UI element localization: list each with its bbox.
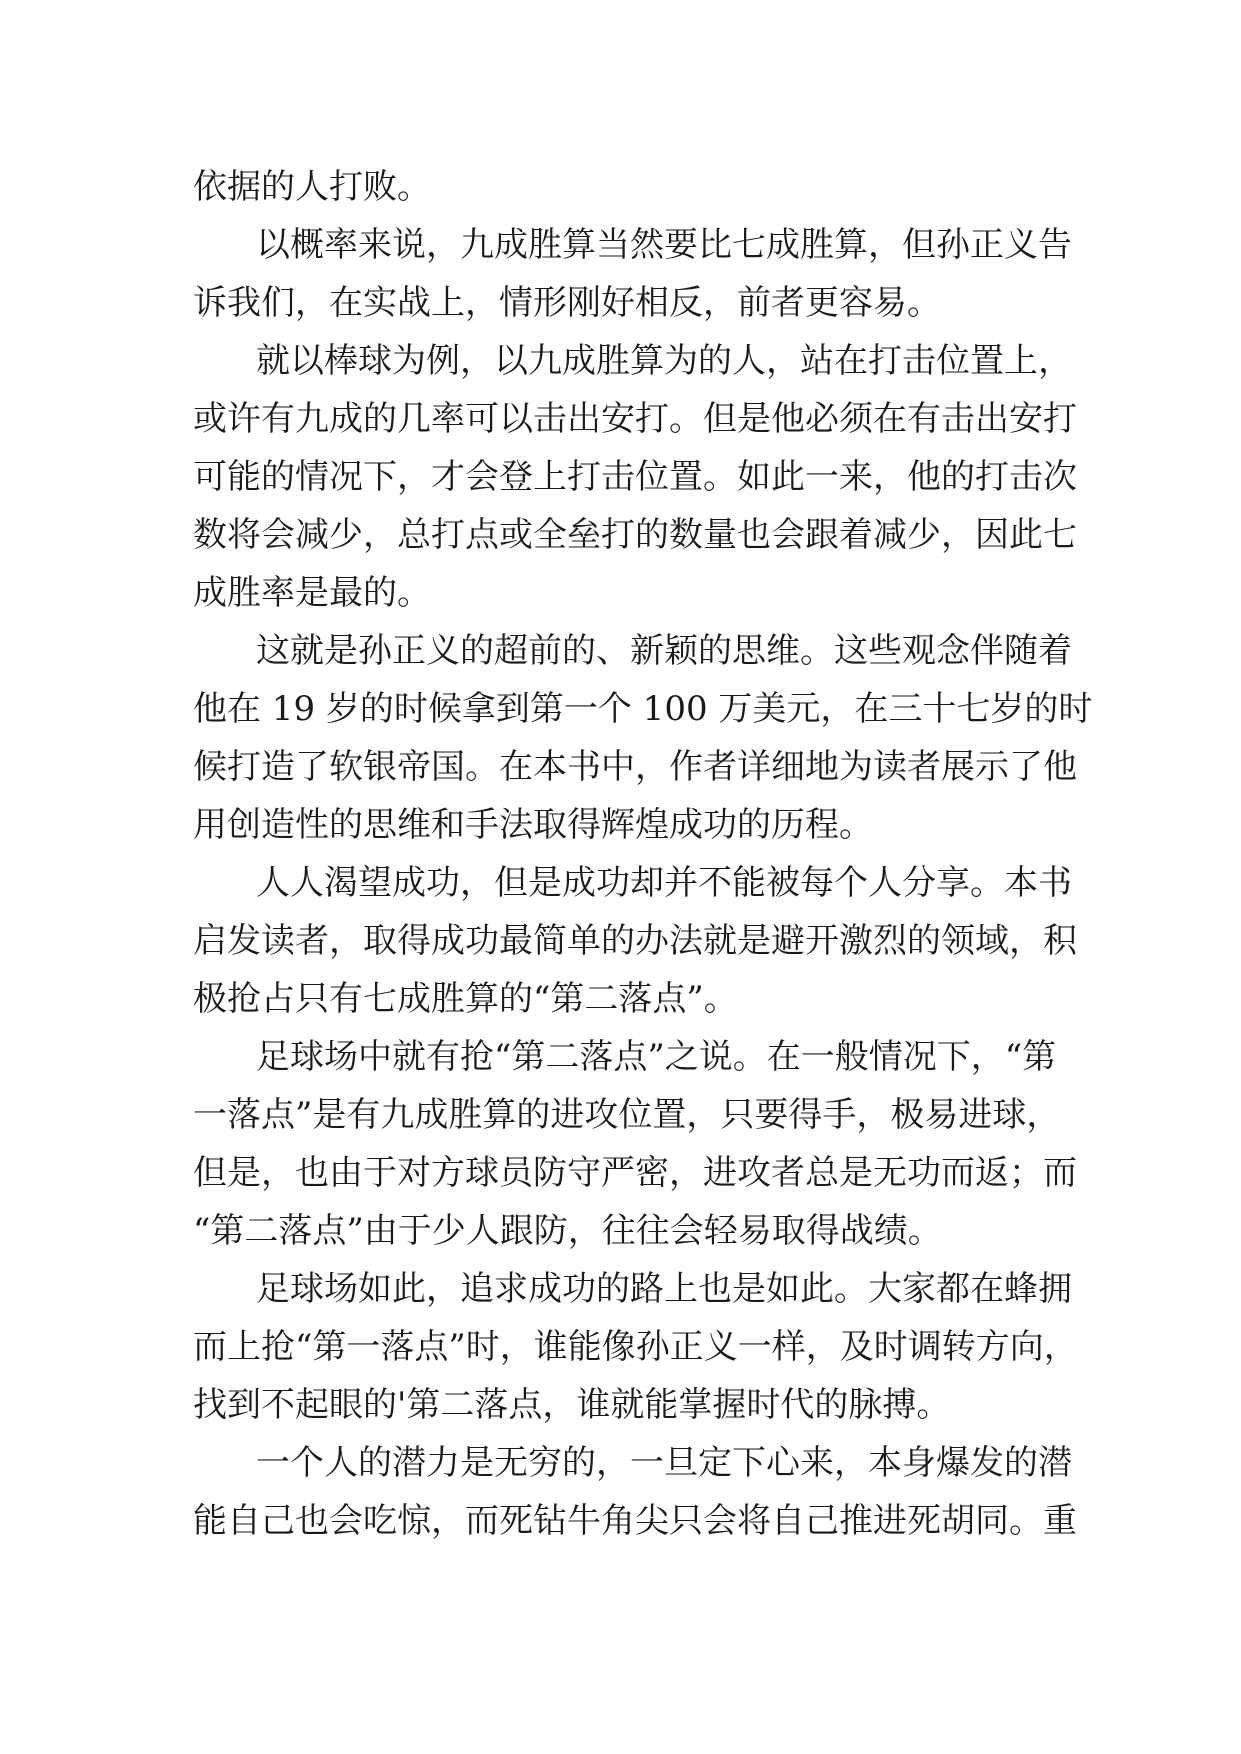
paragraph-8-line-1: 一个人的潜力是无穷的，一旦定下心来，本身爆发的潜: [256, 1443, 1072, 1483]
paragraph-2-line-2: 诉我们，在实战上，情形刚好相反，前者更容易。: [193, 283, 941, 323]
paragraph-5-line-2: 启发读者，取得成功最简单的办法就是避开激烈的领域，积: [193, 921, 1077, 961]
paragraph-4-line-2: 他在 19 岁的时候拿到第一个 100 万美元，在三十七岁的时: [193, 689, 1093, 729]
paragraph-6-line-3: 但是，也由于对方球员防守严密，进攻者总是无功而返；而: [193, 1153, 1077, 1193]
paragraph-7-line-1: 足球场如此，追求成功的路上也是如此。大家都在蜂拥: [256, 1269, 1072, 1309]
paragraph-4-line-3: 候打造了软银帝国。在本书中，作者详细地为读者展示了他: [193, 747, 1077, 787]
paragraph-8-line-2: 能自己也会吃惊，而死钻牛角尖只会将自己推进死胡同。重: [193, 1501, 1077, 1541]
paragraph-3-line-3: 可能的情况下，才会登上打击位置。如此一来，他的打击次: [193, 457, 1077, 497]
paragraph-2-line-1: 以概率来说，九成胜算当然要比七成胜算，但孙正义告: [256, 225, 1072, 265]
paragraph-1-line-1: 依据的人打败。: [193, 167, 431, 207]
paragraph-3-line-2: 或许有九成的几率可以击出安打。但是他必须在有击出安打: [193, 399, 1077, 439]
paragraph-5-line-1: 人人渴望成功，但是成功却并不能被每个人分享。本书: [256, 863, 1072, 903]
paragraph-6-line-4: “第二落点”由于少人跟防，往往会轻易取得战绩。: [193, 1211, 942, 1251]
paragraph-6-line-1: 足球场中就有抢“第二落点”之说。在一般情况下，“第: [256, 1037, 1057, 1077]
paragraph-6-line-2: 一落点”是有九成胜算的进攻位置，只要得手，极易进球，: [193, 1095, 1061, 1135]
paragraph-7-line-3: 找到不起眼的'第二落点，谁就能掌握时代的脉搏。: [193, 1385, 951, 1425]
paragraph-7-line-2: 而上抢“第一落点”时，谁能像孙正义一样，及时调转方向，: [193, 1327, 1078, 1367]
paragraph-5-line-3: 极抢占只有七成胜算的“第二落点”。: [193, 979, 738, 1019]
paragraph-3-line-1: 就以棒球为例，以九成胜算为的人，站在打击位置上，: [256, 341, 1072, 381]
paragraph-3-line-4: 数将会减少，总打点或全垒打的数量也会跟着减少，因此七: [193, 515, 1077, 555]
paragraph-4-line-4: 用创造性的思维和手法取得辉煌成功的历程。: [193, 805, 873, 845]
paragraph-3-line-5: 成胜率是最的。: [193, 573, 431, 613]
paragraph-4-line-1: 这就是孙正义的超前的、新颖的思维。这些观念伴随着: [256, 631, 1072, 671]
